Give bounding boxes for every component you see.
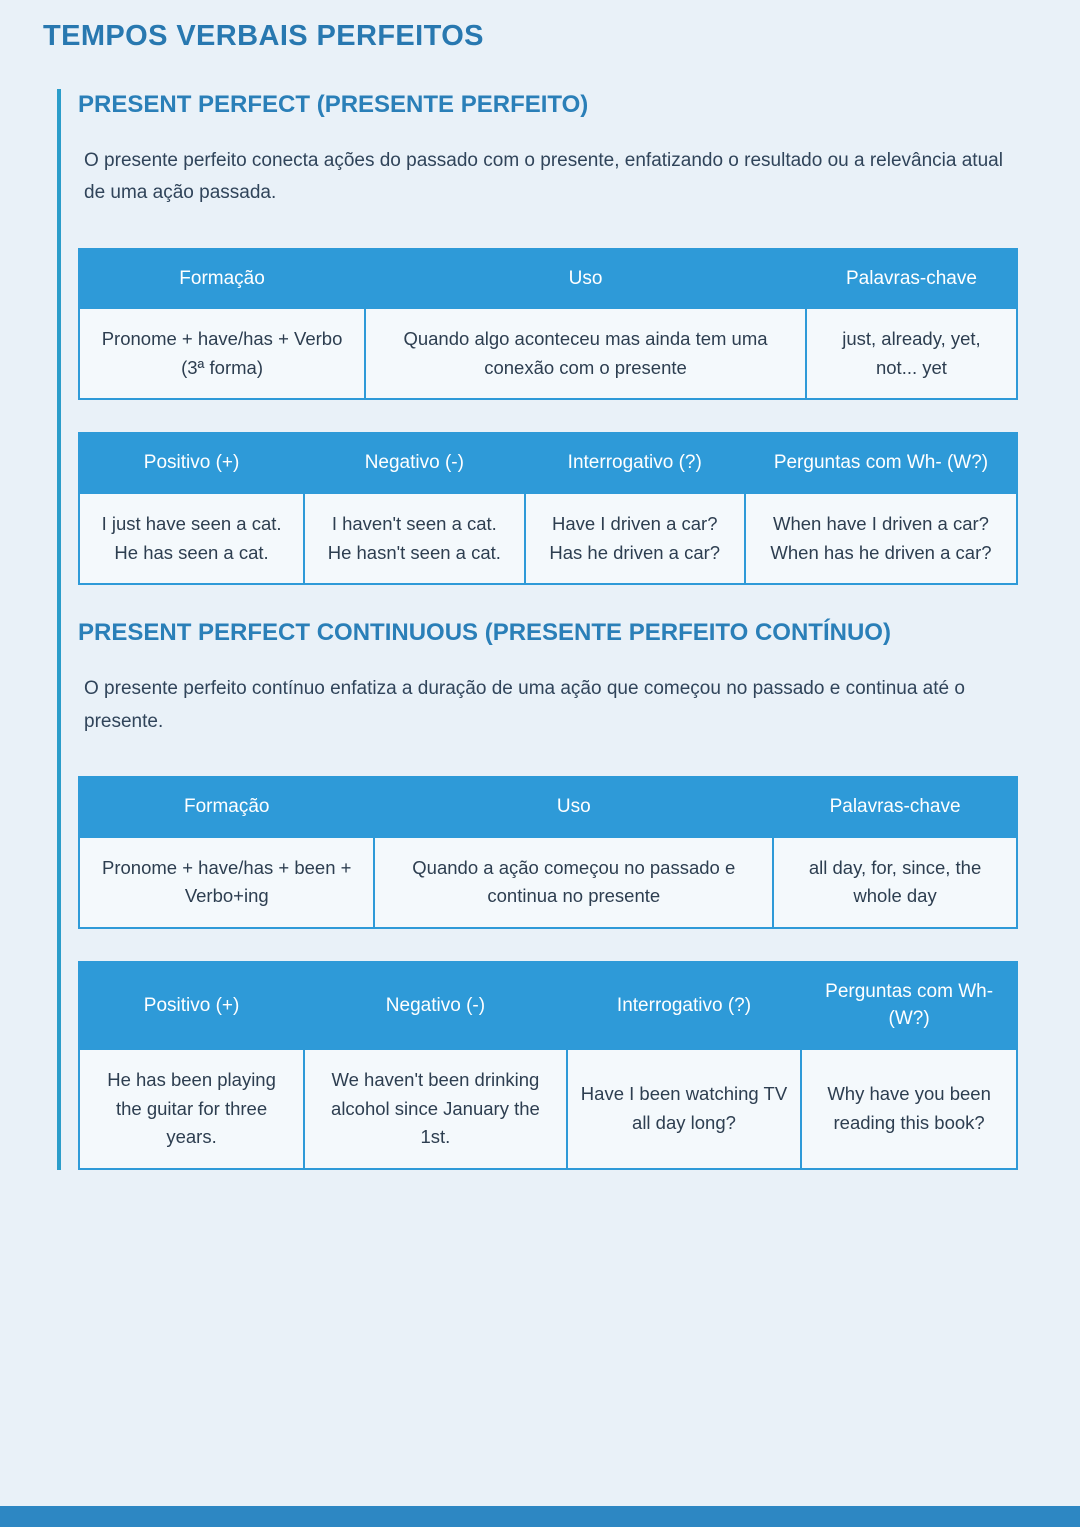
header-cell-formacao: Formação (79, 777, 374, 837)
example-sentence: Why have you been reading this book? (827, 1083, 991, 1133)
example-cell-interrogative (567, 1049, 802, 1169)
cell-formacao: Pronome + have/has + Verbo (3ª forma) (79, 308, 365, 399)
example-sentence: When have I driven a car? (773, 513, 989, 535)
example-sentence: He has been playing the guitar for three years. (107, 1068, 276, 1148)
table-header-row (79, 433, 1017, 493)
header-cell-positivo: Positivo (+) (79, 962, 304, 1049)
header-cell-wh: Perguntas com Wh- (W?) (801, 962, 1017, 1049)
header-cell-palavras-chave: Palavras-chave (806, 249, 1017, 309)
example-cell-wh-questions (745, 493, 1017, 584)
example-cell-positive (79, 493, 304, 584)
table-row (79, 1049, 1017, 1169)
cell-palavras-chave: all day, for, since, the whole day (773, 837, 1017, 928)
example-sentence: Has he driven a car? (549, 541, 721, 563)
header-cell-negativo: Negativo (-) (304, 962, 567, 1049)
example-cell-negative (304, 1049, 567, 1169)
page-title: TEMPOS VERBAIS PERFEITOS (43, 20, 484, 52)
example-sentence: He hasn't seen a cat. (327, 541, 501, 563)
header-cell-interrogativo: Interrogativo (?) (525, 433, 745, 493)
header-cell-formacao: Formação (79, 249, 365, 309)
table-row (79, 837, 1017, 928)
header-cell-palavras-chave: Palavras-chave (773, 777, 1017, 837)
table-row (79, 308, 1017, 399)
header-cell-uso: Uso (365, 249, 806, 309)
example-cell-wh-questions (801, 1049, 1017, 1169)
table-row (79, 493, 1017, 584)
example-sentence: We haven't been drinking alcohol since January the 1st. (331, 1068, 540, 1148)
sections-container (57, 89, 1080, 1170)
header-cell-uso: Uso (374, 777, 773, 837)
section-heading-present-perfect: PRESENT PERFECT (PRESENTE PERFEITO) (78, 91, 589, 118)
cell-formacao: Pronome + have/has + been + Verbo+ing (79, 837, 374, 928)
formation-table-present-perfect-continuous (78, 776, 1018, 929)
example-cell-negative (304, 493, 524, 584)
formation-table-present-perfect (78, 248, 1018, 401)
example-cell-positive (79, 1049, 304, 1169)
example-cell-interrogative (525, 493, 745, 584)
example-sentence: I just have seen a cat. (101, 513, 282, 535)
examples-table-present-perfect-continuous (78, 961, 1018, 1170)
example-sentence: I haven't seen a cat. (331, 513, 497, 535)
header-cell-negativo: Negativo (-) (304, 433, 524, 493)
section-description: O presente perfeito contínuo enfatiza a duração de uma ação que começou no passado e continua até o presente. (84, 678, 965, 732)
header-cell-interrogativo: Interrogativo (?) (567, 962, 802, 1049)
example-sentence: Have I driven a car? (551, 513, 718, 535)
example-sentence: Have I been watching TV all day long? (580, 1083, 788, 1133)
table-header-row (79, 962, 1017, 1049)
section-present-perfect (78, 89, 1080, 585)
cell-uso: Quando a ação começou no passado e continua no presente (374, 837, 773, 928)
section-heading-present-perfect-continuous: PRESENT PERFECT CONTINUOUS (PRESENTE PERFEITO CONTÍNUO) (78, 619, 891, 647)
cell-palavras-chave: just, already, yet, not... yet (806, 308, 1017, 399)
examples-table-present-perfect (78, 432, 1018, 585)
example-sentence: He has seen a cat. (114, 541, 269, 563)
cell-uso: Quando algo aconteceu mas ainda tem uma conexão com o presente (365, 308, 806, 399)
example-sentence: When has he driven a car? (770, 541, 992, 563)
header-cell-positivo: Positivo (+) (79, 433, 304, 493)
table-header-row (79, 777, 1017, 837)
table-header-row (79, 249, 1017, 309)
section-description: O presente perfeito conecta ações do passado com o presente, enfatizando o resultado ou a relevância atual de uma ação passada. (84, 150, 1003, 204)
footer-bar (0, 1506, 1080, 1527)
header-cell-wh: Perguntas com Wh- (W?) (745, 433, 1017, 493)
section-present-perfect-continuous (78, 617, 1080, 1170)
